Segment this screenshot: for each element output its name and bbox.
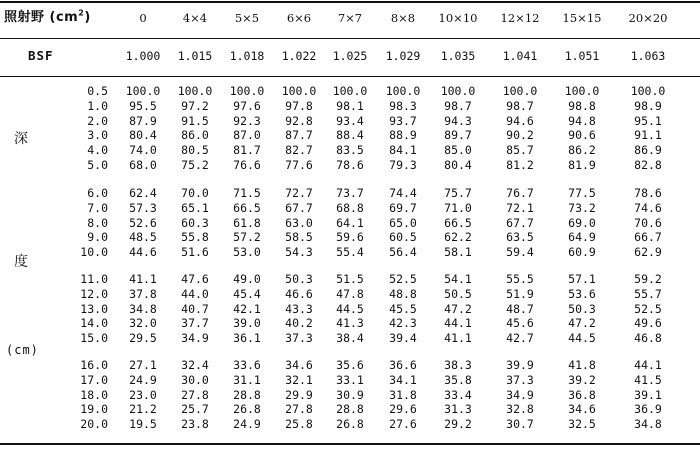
pdd-cell: 73.7 [336,186,364,200]
pdd-cell: 55.8 [181,230,209,245]
pdd-cell: 51.9 [506,286,534,301]
pdd-cell: 56.4 [389,245,417,260]
field-size-header-label: 照射野 $(cm^2)$ [4,8,91,25]
pdd-cell: 28.8 [233,387,261,402]
pdd-cell: 38.3 [444,358,472,372]
pdd-cell: 100.0 [564,84,600,98]
pdd-cell: 33.1 [336,372,364,387]
pdd-cell: 37.3 [285,331,313,346]
depth-value: 1.0 [87,98,108,113]
pdd-cell: 86.2 [568,143,596,158]
pdd-cell: 41.1 [444,331,472,346]
pdd-cell: 39.0 [233,316,261,331]
side-label-unit: (cm) [6,343,39,357]
pdd-cell: 66.7 [634,230,662,245]
bsf-value: 1.015 [177,49,213,63]
pdd-cell: 36.9 [634,402,662,417]
pdd-cell: 75.2 [181,158,209,172]
pdd-cell: 41.5 [634,372,662,387]
depth-value: 6.0 [87,186,108,200]
pdd-cell: 31.1 [233,372,261,387]
pdd-cell: 95.1 [634,113,662,128]
field-size-header: 6×6 [286,11,312,25]
depth-value: 0.5 [87,84,108,98]
pdd-cell: 64.1 [336,215,364,230]
pdd-cell: 40.2 [285,316,313,331]
pdd-cell: 47.6 [181,272,209,286]
depth-value: 7.0 [87,200,108,215]
pdd-cell: 45.4 [233,286,261,301]
pdd-cell: 87.0 [233,128,261,143]
depth-value: 12.0 [80,286,108,301]
pdd-cell: 41.3 [336,316,364,331]
pdd-cell: 100.0 [440,84,476,98]
depth-value: 5.0 [87,158,108,172]
pdd-cell: 62.9 [634,245,662,260]
pdd-cell: 97.2 [181,98,209,113]
pdd-cell: 76.7 [506,186,534,200]
pdd-cell: 39.1 [634,387,662,402]
pdd-cell: 46.8 [634,331,662,346]
pdd-cell: 40.7 [181,301,209,316]
pdd-cell: 45.6 [506,316,534,331]
pdd-cell: 69.0 [568,215,596,230]
pdd-cell: 23.8 [181,417,209,432]
pdd-cell: 27.8 [285,402,313,417]
bsf-value: 1.025 [332,49,368,63]
pdd-cell: 37.8 [129,286,157,301]
pdd-cell: 32.0 [129,316,157,331]
pdd-cell: 35.6 [336,358,364,372]
pdd-cell: 59.4 [506,245,534,260]
depth-value: 15.0 [80,331,108,346]
pdd-cell: 80.5 [181,143,209,158]
pdd-cell: 34.9 [181,331,209,346]
pdd-cell: 52.6 [129,215,157,230]
pdd-cell: 60.5 [389,230,417,245]
depth-value: 11.0 [80,272,108,286]
pdd-cell: 33.6 [233,358,261,372]
pdd-cell: 28.8 [336,402,364,417]
pdd-cell: 77.5 [568,186,596,200]
pdd-cell: 78.6 [634,186,662,200]
pdd-cell: 87.7 [285,128,313,143]
pdd-cell: 27.1 [129,358,157,372]
pdd-cell: 44.5 [336,301,364,316]
pdd-cell: 90.2 [506,128,534,143]
pdd-cell: 37.3 [506,372,534,387]
pdd-cell: 44.1 [444,316,472,331]
pdd-cell: 52.5 [634,301,662,316]
pdd-cell: 93.4 [336,113,364,128]
pdd-cell: 55.7 [634,286,662,301]
pdd-cell: 42.3 [389,316,417,331]
bsf-value: 1.018 [229,49,265,63]
pdd-cell: 86.9 [634,143,662,158]
bsf-label: BSF [28,48,54,63]
pdd-cell: 24.9 [129,372,157,387]
pdd-cell: 87.9 [129,113,157,128]
field-size-header: 20×20 [628,11,668,25]
pdd-cell: 27.6 [389,417,417,432]
pdd-cell: 32.1 [285,372,313,387]
pdd-cell: 74.0 [129,143,157,158]
pdd-cell: 63.5 [506,230,534,245]
pdd-cell: 67.7 [506,215,534,230]
pdd-cell: 95.5 [129,98,157,113]
pdd-cell: 34.8 [129,301,157,316]
pdd-cell: 98.8 [568,98,596,113]
pdd-cell: 92.3 [233,113,261,128]
pdd-cell: 97.6 [233,98,261,113]
pdd-cell: 29.5 [129,331,157,346]
pdd-cell: 90.6 [568,128,596,143]
pdd-cell: 44.5 [568,331,596,346]
pdd-cell: 36.6 [389,358,417,372]
field-size-header: 8×8 [390,11,416,25]
pdd-cell: 34.6 [568,402,596,417]
pdd-cell: 32.5 [568,417,596,432]
pdd-cell: 70.6 [634,215,662,230]
pdd-cell: 69.7 [389,200,417,215]
pdd-cell: 59.2 [634,272,662,286]
pdd-cell: 39.4 [389,331,417,346]
pdd-cell: 27.8 [181,387,209,402]
field-size-header: 12×12 [500,11,540,25]
pdd-cell: 66.5 [233,200,261,215]
bsf-value: 1.041 [502,49,538,63]
pdd-cell: 34.1 [389,372,417,387]
pdd-cell: 100.0 [630,84,666,98]
field-size-header: 15×15 [562,11,602,25]
pdd-cell: 39.2 [568,372,596,387]
depth-value: 4.0 [87,143,108,158]
pdd-cell: 80.4 [444,158,472,172]
pdd-cell: 98.3 [389,98,417,113]
table-top-rule [0,1,700,3]
pdd-cell: 45.5 [389,301,417,316]
depth-value: 9.0 [87,230,108,245]
pdd-cell: 74.4 [389,186,417,200]
pdd-cell: 64.9 [568,230,596,245]
depth-value: 19.0 [80,402,108,417]
depth-value: 13.0 [80,301,108,316]
pdd-cell: 36.8 [568,387,596,402]
field-size-header: 4×4 [182,11,208,25]
depth-value: 18.0 [80,387,108,402]
depth-value: 8.0 [87,215,108,230]
pdd-cell: 73.2 [568,200,596,215]
pdd-cell: 29.9 [285,387,313,402]
side-label-depth-2: 度 [14,254,28,270]
bsf-value: 1.000 [125,49,161,63]
pdd-cell: 75.7 [444,186,472,200]
pdd-cell: 34.8 [634,417,662,432]
pdd-cell: 42.7 [506,331,534,346]
pdd-cell: 54.1 [444,272,472,286]
pdd-cell: 39.9 [506,358,534,372]
pdd-cell: 89.7 [444,128,472,143]
pdd-cell: 31.3 [444,402,472,417]
pdd-cell: 74.6 [634,200,662,215]
pdd-cell: 71.5 [233,186,261,200]
pdd-cell: 50.3 [285,272,313,286]
pdd-cell: 58.5 [285,230,313,245]
pdd-cell: 21.2 [129,402,157,417]
pdd-cell: 65.0 [389,215,417,230]
pdd-cell: 94.3 [444,113,472,128]
pdd-cell: 47.2 [568,316,596,331]
pdd-cell: 53.6 [568,286,596,301]
field-size-header: 5×5 [234,11,260,25]
pdd-cell: 42.1 [233,301,261,316]
pdd-cell: 85.0 [444,143,472,158]
pdd-cell: 47.8 [336,286,364,301]
pdd-cell: 98.1 [336,98,364,113]
pdd-cell: 100.0 [385,84,421,98]
pdd-cell: 41.1 [129,272,157,286]
pdd-cell: 63.0 [285,215,313,230]
bsf-rule [0,76,700,77]
pdd-cell: 85.7 [506,143,534,158]
pdd-cell: 25.8 [285,417,313,432]
pdd-cell: 80.4 [129,128,157,143]
pdd-cell: 47.2 [444,301,472,316]
pdd-cell: 35.8 [444,372,472,387]
pdd-cell: 19.5 [129,417,157,432]
pdd-cell: 81.7 [233,143,261,158]
pdd-cell: 68.0 [129,158,157,172]
depth-value: 20.0 [80,417,108,432]
pdd-cell: 91.5 [181,113,209,128]
pdd-cell: 57.3 [129,200,157,215]
pdd-cell: 34.9 [506,387,534,402]
pdd-cell: 100.0 [281,84,317,98]
pdd-cell: 88.4 [336,128,364,143]
pdd-cell: 100.0 [177,84,213,98]
pdd-cell: 60.3 [181,215,209,230]
pdd-cell: 62.2 [444,230,472,245]
pdd-cell: 55.5 [506,272,534,286]
pdd-cell: 98.7 [444,98,472,113]
pdd-cell: 32.4 [181,358,209,372]
pdd-cell: 91.1 [634,128,662,143]
pdd-cell: 62.4 [129,186,157,200]
pdd-cell: 82.8 [634,158,662,172]
pdd-cell: 36.1 [233,331,261,346]
depth-value: 17.0 [80,372,108,387]
pdd-cell: 88.9 [389,128,417,143]
depth-value: 3.0 [87,128,108,143]
pdd-cell: 82.7 [285,143,313,158]
pdd-cell: 48.7 [506,301,534,316]
depth-value: 16.0 [80,358,108,372]
pdd-cell: 92.8 [285,113,313,128]
pdd-cell: 48.8 [389,286,417,301]
bsf-value: 1.035 [440,49,476,63]
pdd-cell: 52.5 [389,272,417,286]
pdd-cell: 65.1 [181,200,209,215]
pdd-cell: 100.0 [502,84,538,98]
pdd-cell: 46.6 [285,286,313,301]
depth-value: 2.0 [87,113,108,128]
pdd-cell: 57.2 [233,230,261,245]
bsf-value: 1.022 [281,49,317,63]
pdd-cell: 24.9 [233,417,261,432]
pdd-cell: 94.6 [506,113,534,128]
pdd-cell: 38.4 [336,331,364,346]
pdd-cell: 68.8 [336,200,364,215]
pdd-cell: 33.4 [444,387,472,402]
pdd-cell: 48.5 [129,230,157,245]
pdd-cell: 30.7 [506,417,534,432]
pdd-cell: 29.6 [389,402,417,417]
pdd-cell: 72.1 [506,200,534,215]
pdd-cell: 67.7 [285,200,313,215]
pdd-cell: 98.7 [506,98,534,113]
pdd-cell: 54.3 [285,245,313,260]
pdd-cell: 57.1 [568,272,596,286]
pdd-cell: 72.7 [285,186,313,200]
field-size-header: 0 [139,11,147,25]
pdd-cell: 31.8 [389,387,417,402]
pdd-cell: 77.6 [285,158,313,172]
pdd-cell: 86.0 [181,128,209,143]
pdd-cell: 50.5 [444,286,472,301]
bsf-value: 1.029 [385,49,421,63]
pdd-cell: 29.2 [444,417,472,432]
field-size-header: 10×10 [438,11,478,25]
pdd-cell: 76.6 [233,158,261,172]
bsf-value: 1.063 [630,49,666,63]
pdd-cell: 44.1 [634,358,662,372]
pdd-cell: 71.0 [444,200,472,215]
field-size-header: 7×7 [337,11,363,25]
pdd-cell: 81.9 [568,158,596,172]
pdd-cell: 44.6 [129,245,157,260]
pdd-cell: 49.6 [634,316,662,331]
pdd-cell: 100.0 [125,84,161,98]
pdd-cell: 44.0 [181,286,209,301]
pdd-cell: 51.5 [336,272,364,286]
pdd-cell: 66.5 [444,215,472,230]
pdd-cell: 50.3 [568,301,596,316]
pdd-cell: 41.8 [568,358,596,372]
pdd-cell: 53.0 [233,245,261,260]
pdd-cell: 43.3 [285,301,313,316]
bsf-value: 1.051 [564,49,600,63]
pdd-cell: 83.5 [336,143,364,158]
pdd-cell: 60.9 [568,245,596,260]
pdd-cell: 98.9 [634,98,662,113]
pdd-cell: 59.6 [336,230,364,245]
pdd-cell: 37.7 [181,316,209,331]
pdd-cell: 34.6 [285,358,313,372]
pdd-cell: 32.8 [506,402,534,417]
pdd-cell: 58.1 [444,245,472,260]
pdd-cell: 49.0 [233,272,261,286]
depth-value: 10.0 [80,245,108,260]
pdd-cell: 94.8 [568,113,596,128]
pdd-cell: 23.0 [129,387,157,402]
pdd-cell: 100.0 [229,84,265,98]
pdd-cell: 30.0 [181,372,209,387]
pdd-cell: 26.8 [233,402,261,417]
pdd-cell: 78.6 [336,158,364,172]
pdd-cell: 25.7 [181,402,209,417]
side-label-depth-1: 深 [14,131,28,147]
depth-value: 14.0 [80,316,108,331]
pdd-cell: 79.3 [389,158,417,172]
pdd-cell: 61.8 [233,215,261,230]
pdd-cell: 93.7 [389,113,417,128]
pdd-cell: 84.1 [389,143,417,158]
pdd-cell: 70.0 [181,186,209,200]
pdd-cell: 26.8 [336,417,364,432]
pdd-cell: 97.8 [285,98,313,113]
header-rule [0,38,700,39]
pdd-cell: 100.0 [332,84,368,98]
pdd-cell: 55.4 [336,245,364,260]
pdd-cell: 81.2 [506,158,534,172]
table-bottom-rule [0,443,700,445]
pdd-cell: 30.9 [336,387,364,402]
pdd-cell: 51.6 [181,245,209,260]
